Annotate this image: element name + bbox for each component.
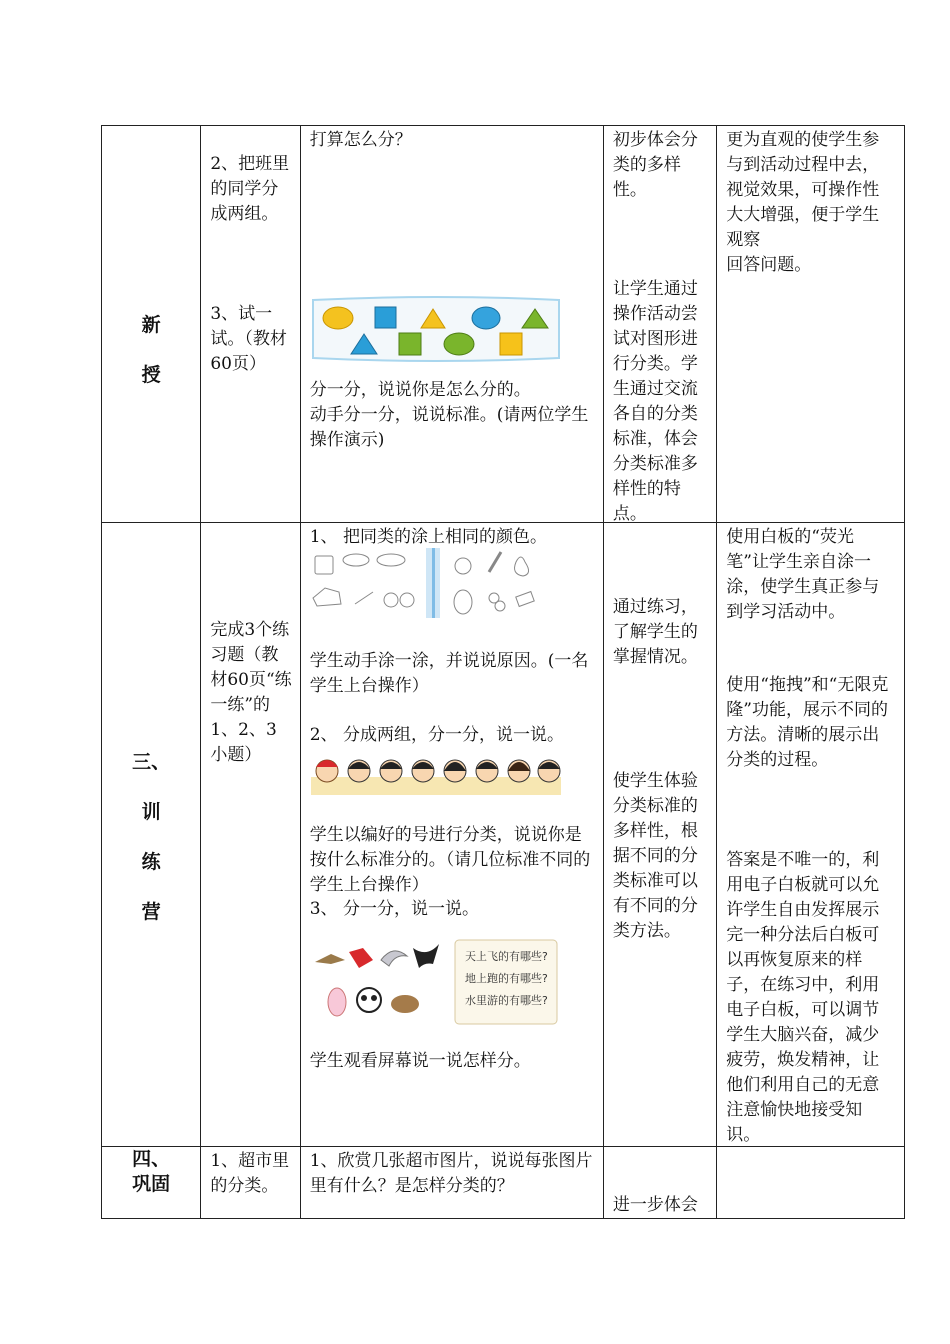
tech-text: 使用“拖拽”和“无限克隆”功能，展示不同的方法。清晰的展示出分类的过程。	[726, 675, 889, 770]
lesson-plan-table	[101, 125, 905, 1219]
exercise-title: 3、 分一分，说一说。	[309, 899, 479, 919]
intent-text: 让学生通过操作活动尝试对图形进行分类。学生通过交流各自的分类标准，体会分类标准多样性的特点。	[612, 279, 698, 524]
exercise-title: 1、 把同类的涂上相同的颜色。	[309, 527, 547, 547]
intent-cell	[603, 1147, 716, 1219]
row-new-lesson	[102, 126, 905, 523]
panda-icon	[357, 988, 381, 1012]
content-cell	[300, 523, 603, 1147]
row-consolidate	[102, 1147, 905, 1219]
tech-cell	[717, 1147, 905, 1219]
animals-image	[309, 938, 559, 1028]
content-cell	[300, 126, 603, 523]
intent-text: 通过练习，了解学生的掌握情况。	[612, 597, 698, 667]
question-line: 天上飞的有哪些?	[464, 950, 548, 963]
steps-cell	[201, 523, 300, 1147]
section-title-line: 巩固	[132, 1173, 171, 1195]
shrimp-icon	[381, 951, 407, 966]
rabbit-icon	[328, 988, 346, 1016]
tech-text: 更为直观的使学生参与到活动过程中去，视觉效果，可操作性大大增强，便于学生观察 回答问题。	[726, 130, 880, 275]
exercise-note: 学生观看屏幕说一说怎样分。	[309, 1051, 531, 1071]
section-title-line: 训	[141, 801, 161, 823]
section-title-line: 营	[141, 901, 161, 923]
green-square-shape	[399, 333, 421, 355]
section-title-line: 授	[141, 364, 161, 386]
intent-text: 初步体会分类的多样性。	[612, 130, 698, 200]
tech-cell	[717, 126, 905, 523]
step-text: 2、把班里的同学分成两组。	[210, 154, 290, 224]
blue-square-shape	[375, 307, 396, 328]
section-cell	[102, 1147, 201, 1219]
content-cell	[300, 1147, 603, 1219]
yellow-circle-shape	[323, 307, 353, 329]
step-text: 完成3个练习题（教材60页“练一练”的1、2、3小题）	[210, 620, 292, 765]
exercise-title: 2、 分成两组，分一分，说一说。	[309, 725, 564, 745]
tech-text: 答案是不唯一的，利用电子白板就可以允许学生自由发挥展示完一种分法后白板可以再恢复原来的样子，在练习中，利用电子白板，可以调节学生大脑兴奋，减少疲劳，焕发精神，让他们利用自己的无意注意愉快地接受知识。	[726, 850, 880, 1145]
section-cell	[102, 126, 201, 523]
bird-icon	[315, 954, 345, 964]
question-line: 地上跑的有哪些?	[464, 972, 548, 985]
children-image	[311, 749, 561, 795]
content-line: 分一分，说说你是怎么分的。	[309, 380, 531, 400]
intent-text: 进一步体会	[612, 1195, 698, 1215]
objects-image	[311, 548, 536, 618]
parrot-icon	[349, 948, 373, 968]
intent-cell	[603, 523, 716, 1147]
content-prompt: 打算怎么分？	[309, 130, 412, 150]
tech-cell	[717, 523, 905, 1147]
section-title-line: 新	[141, 314, 161, 336]
step-text: 1、超市里的分类。	[210, 1151, 290, 1196]
green-circle-shape	[444, 333, 474, 355]
swallow-icon	[413, 944, 439, 968]
intent-text: 使学生体验分类标准的多样性，根据不同的分类标准可以有不同的分类方法。	[612, 771, 698, 941]
exercise-note: 学生动手涂一涂，并说说原因。(一名学生上台操作）	[309, 651, 589, 696]
blue-circle-shape	[472, 307, 500, 329]
section-title-line: 三、	[132, 751, 171, 773]
content-line: 动手分一分，说说标准。(请两位学生操作演示)	[309, 405, 589, 450]
yellow-square-shape	[500, 333, 522, 355]
goat-icon	[391, 995, 419, 1013]
section-title-line: 四、	[132, 1148, 171, 1170]
intent-cell	[603, 126, 716, 523]
question-line: 水里游的有哪些?	[464, 994, 548, 1007]
row-practice	[102, 523, 905, 1147]
steps-cell	[201, 126, 300, 523]
steps-cell	[201, 1147, 300, 1219]
section-cell	[102, 523, 201, 1147]
shapes-image	[311, 296, 561, 362]
section-title-line: 练	[141, 851, 161, 873]
exercise-note: 学生以编好的号进行分类，说说你是按什么标准分的。（请几位标准不同的学生上台操作）	[309, 825, 591, 895]
tech-text: 使用白板的“荧光笔”让学生亲自涂一涂，使学生真正参与到学习活动中。	[726, 527, 880, 622]
content-line: 1、欣赏几张超市图片，说说每张图片里有什么？是怎样分类的？	[309, 1151, 593, 1196]
step-text: 3、试一试。（教材60页）	[210, 304, 287, 374]
